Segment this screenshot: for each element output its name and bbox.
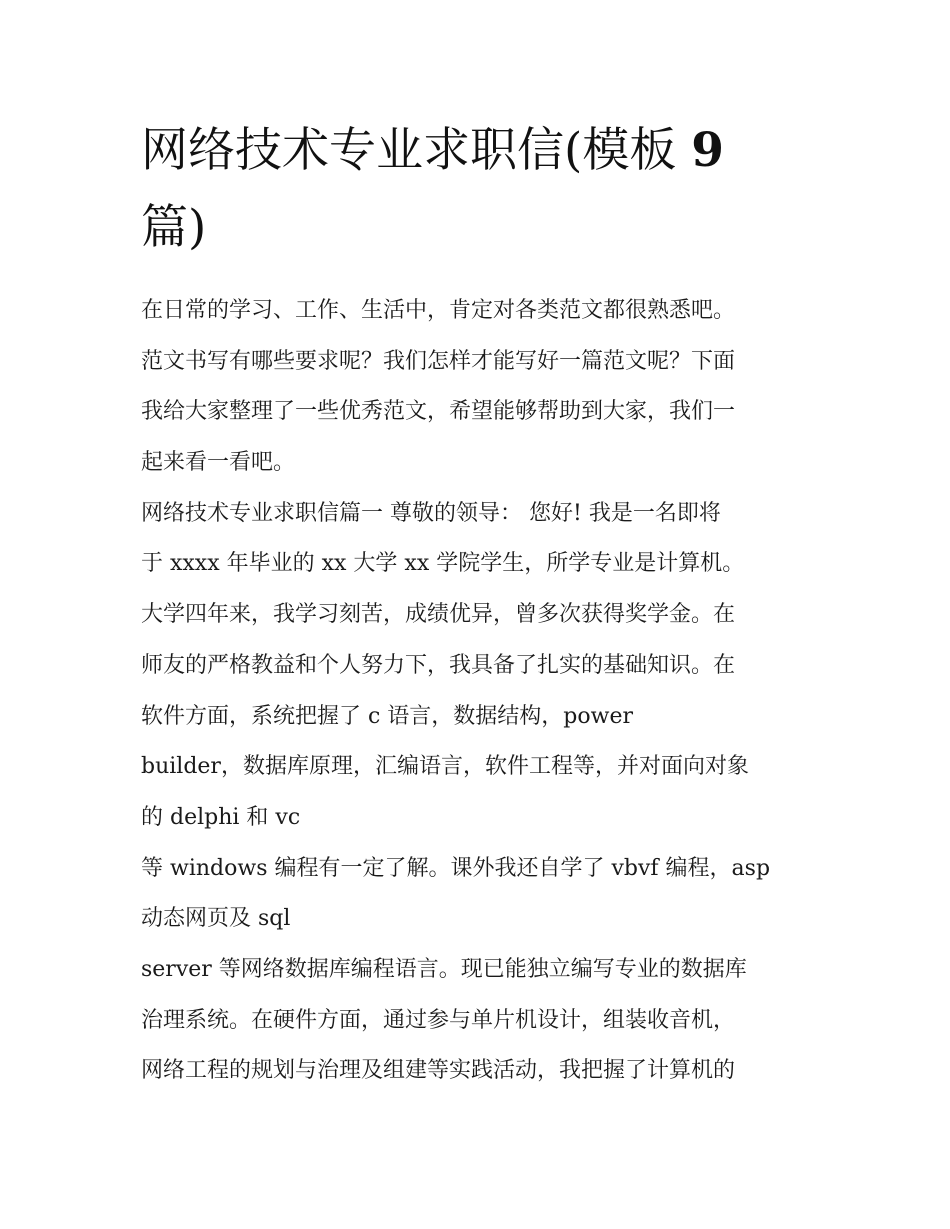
- text-line-13: 动态网页及 sql: [141, 906, 291, 932]
- title-number: 9: [691, 123, 724, 178]
- text-line-2: 范文书写有哪些要求呢？我们怎样才能写好一篇范文呢？下面: [141, 348, 736, 374]
- text-line-1: 在日常的学习、工作、生活中，肯定对各类范文都很熟悉吧。: [141, 298, 736, 323]
- text-line-12: 等 windows 编程有一定了解。课外我还自学了 vbvf 编程，asp: [141, 855, 771, 881]
- document-content: [141, 112, 821, 1097]
- text-line-7: 大学四年来，我学习刻苦，成绩优异，曾多次获得奖学金。在: [141, 602, 736, 628]
- text-line-3: 我给大家整理了一些优秀范文，希望能够帮助到大家，我们一: [141, 399, 736, 425]
- document-title: [141, 112, 781, 266]
- text-line-6: 于 xxxx 年毕业的 xx 大学 xx 学院学生，所学专业是计算机。: [141, 551, 745, 577]
- body-text: [141, 286, 821, 1097]
- text-line-10: builder，数据库原理，汇编语言，软件工程等，并对面向对象: [141, 754, 749, 780]
- text-line-4: 起来看一看吧。: [141, 450, 296, 476]
- text-line-9: 软件方面，系统把握了 c 语言，数据结构，power: [141, 703, 634, 729]
- text-line-5: 网络技术专业求职信篇一 尊敬的领导： 您好! 我是一名即将: [141, 500, 721, 526]
- text-line-14: server 等网络数据库编程语言。现已能独立编写专业的数据库: [141, 956, 747, 982]
- text-line-8: 师友的严格教益和个人努力下，我具备了扎实的基础知识。在: [141, 652, 736, 678]
- title-text-continued: 篇): [141, 200, 207, 255]
- text-line-11: 的 delphi 和 vc: [141, 804, 301, 830]
- text-line-16: 网络工程的规划与治理及组建等实践活动，我把握了计算机的: [141, 1058, 736, 1084]
- title-text: 网络技术专业求职信(模板: [141, 123, 677, 178]
- text-line-15: 治理系统。在硬件方面，通过参与单片机设计，组装收音机，: [141, 1007, 736, 1033]
